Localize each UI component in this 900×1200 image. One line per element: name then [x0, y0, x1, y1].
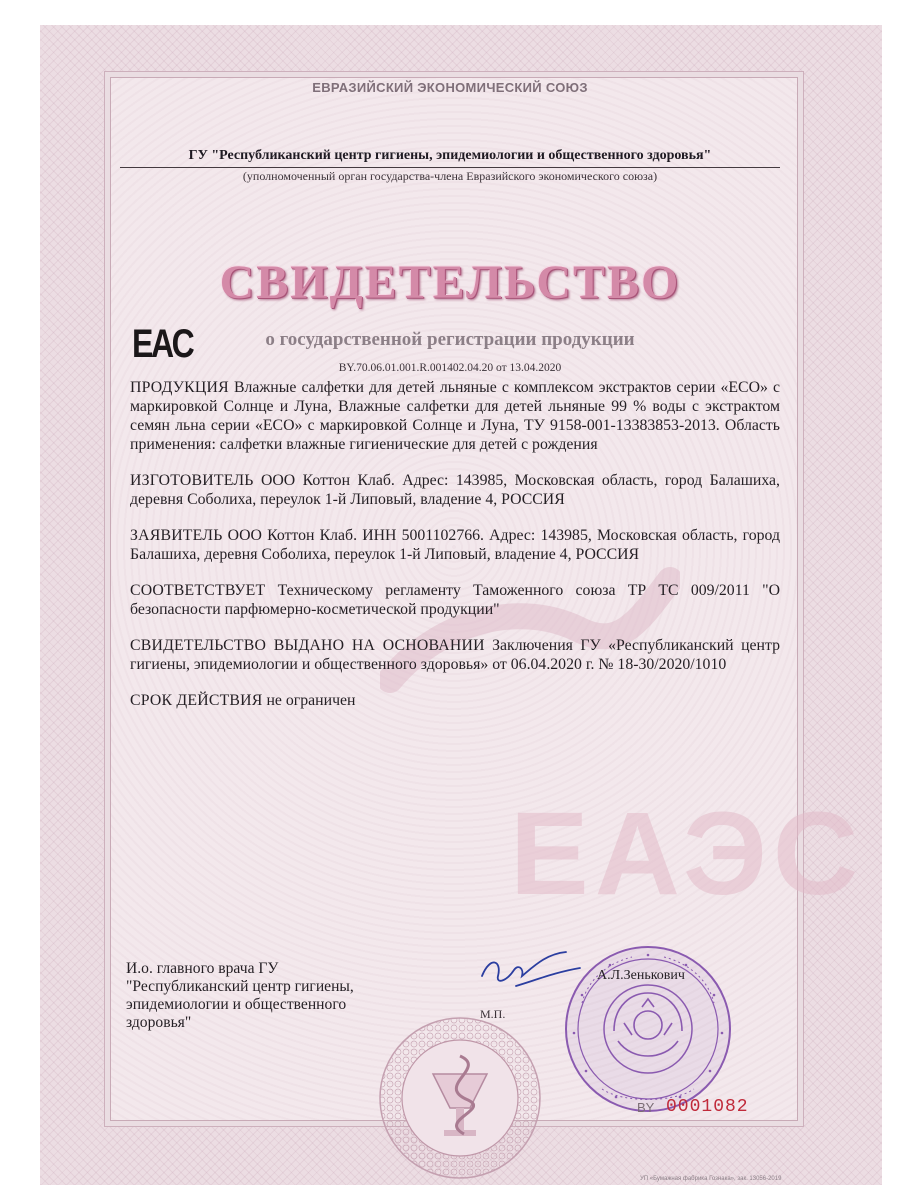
handwritten-signature	[476, 946, 586, 1001]
conforms-section	[130, 581, 780, 619]
conforms-label: СООТВЕТСТВУЕТ	[130, 582, 266, 599]
validity-label: СРОК ДЕЙСТВИЯ	[130, 692, 263, 709]
basis-label: СВИДЕТЕЛЬСТВО ВЫДАНО НА ОСНОВАНИИ	[130, 637, 485, 654]
applicant-label: ЗАЯВИТЕЛЬ	[130, 527, 223, 544]
product-text: Влажные салфетки для детей льняные с комплексом экстрактов серии «ECO» с маркировкой Солнце и Луна, Влажные салфетки для детей льняные 99 % воды с экстрактом семян льна серии «ECO» с маркировкой Солнце и Луна, ТУ 9158-001-13383853-2013. Область применения: салфетки влажные гигиенические для детей с рождения	[130, 379, 781, 453]
manufacturer-label: ИЗГОТОВИТЕЛЬ	[130, 472, 254, 489]
stamp-place-label: М.П.	[480, 1007, 506, 1021]
basis-text: Заключения ГУ «Республиканский центр гигиены, эпидемиологии и общественного здоровья» от 06.04.2020 г. № 18-30/2020/1010	[130, 637, 780, 673]
document-subtitle: о государственной регистрации продукции	[265, 329, 635, 350]
eac-logo: EAC	[132, 322, 193, 366]
document-title: СВИДЕТЕЛЬСТВО	[219, 256, 681, 309]
position-line: здоровья"	[126, 1014, 192, 1031]
validity-section	[130, 691, 780, 710]
authority-note: (уполномоченный орган государства-члена Евразийского экономического союза)	[242, 169, 658, 183]
printer-note: УП «Бумажная фабрика Гознака», зак. 13056-2019	[640, 1176, 782, 1182]
manufacturer-text: ООО Коттон Клаб. Адрес: 143985, Московская область, город Балашиха, деревня Соболиха, переулок 1-й Липовый, владение 4, РОССИЯ	[130, 472, 781, 508]
position-line: "Республиканский центр гигиены,	[126, 978, 354, 995]
certificate-body	[130, 378, 780, 727]
validity-text: не ограничен	[266, 692, 356, 709]
product-label: ПРОДУКЦИЯ	[130, 379, 229, 396]
applicant-text: ООО Коттон Клаб. ИНН 5001102766. Адрес: 143985, Московская область, город Балашиха, деревня Соболиха, переулок 1-й Липовый, владение 4, РОССИЯ	[130, 527, 781, 563]
signer-name: А.Л.Зенькович	[597, 968, 685, 983]
basis-section	[130, 636, 780, 674]
serial-prefix: BY	[637, 1100, 655, 1115]
registration-number: BY.70.06.01.001.R.001402.04.20 от 13.04.2020	[338, 362, 562, 374]
watermark-eaes: ЕАЭС	[510, 788, 865, 920]
conforms-text: Техническому регламенту Таможенного союза ТР ТС 009/2011 "О безопасности парфюмерно-косметической продукции"	[130, 582, 781, 618]
hygiene-medallion-icon	[378, 1016, 542, 1185]
position-line: И.о. главного врача ГУ	[126, 960, 279, 977]
authority-underline	[120, 167, 780, 168]
issuing-authority: ГУ "Республиканский центр гигиены, эпидемиологии и общественного здоровья"	[188, 148, 712, 163]
applicant-section	[130, 526, 780, 564]
product-section	[130, 378, 780, 454]
serial-number: 0001082	[666, 1097, 749, 1117]
manufacturer-section	[130, 471, 780, 509]
position-line: эпидемиологии и общественного	[126, 996, 347, 1013]
union-heading: ЕВРАЗИЙСКИЙ ЭКОНОМИЧЕСКИЙ СОЮЗ	[312, 80, 588, 95]
